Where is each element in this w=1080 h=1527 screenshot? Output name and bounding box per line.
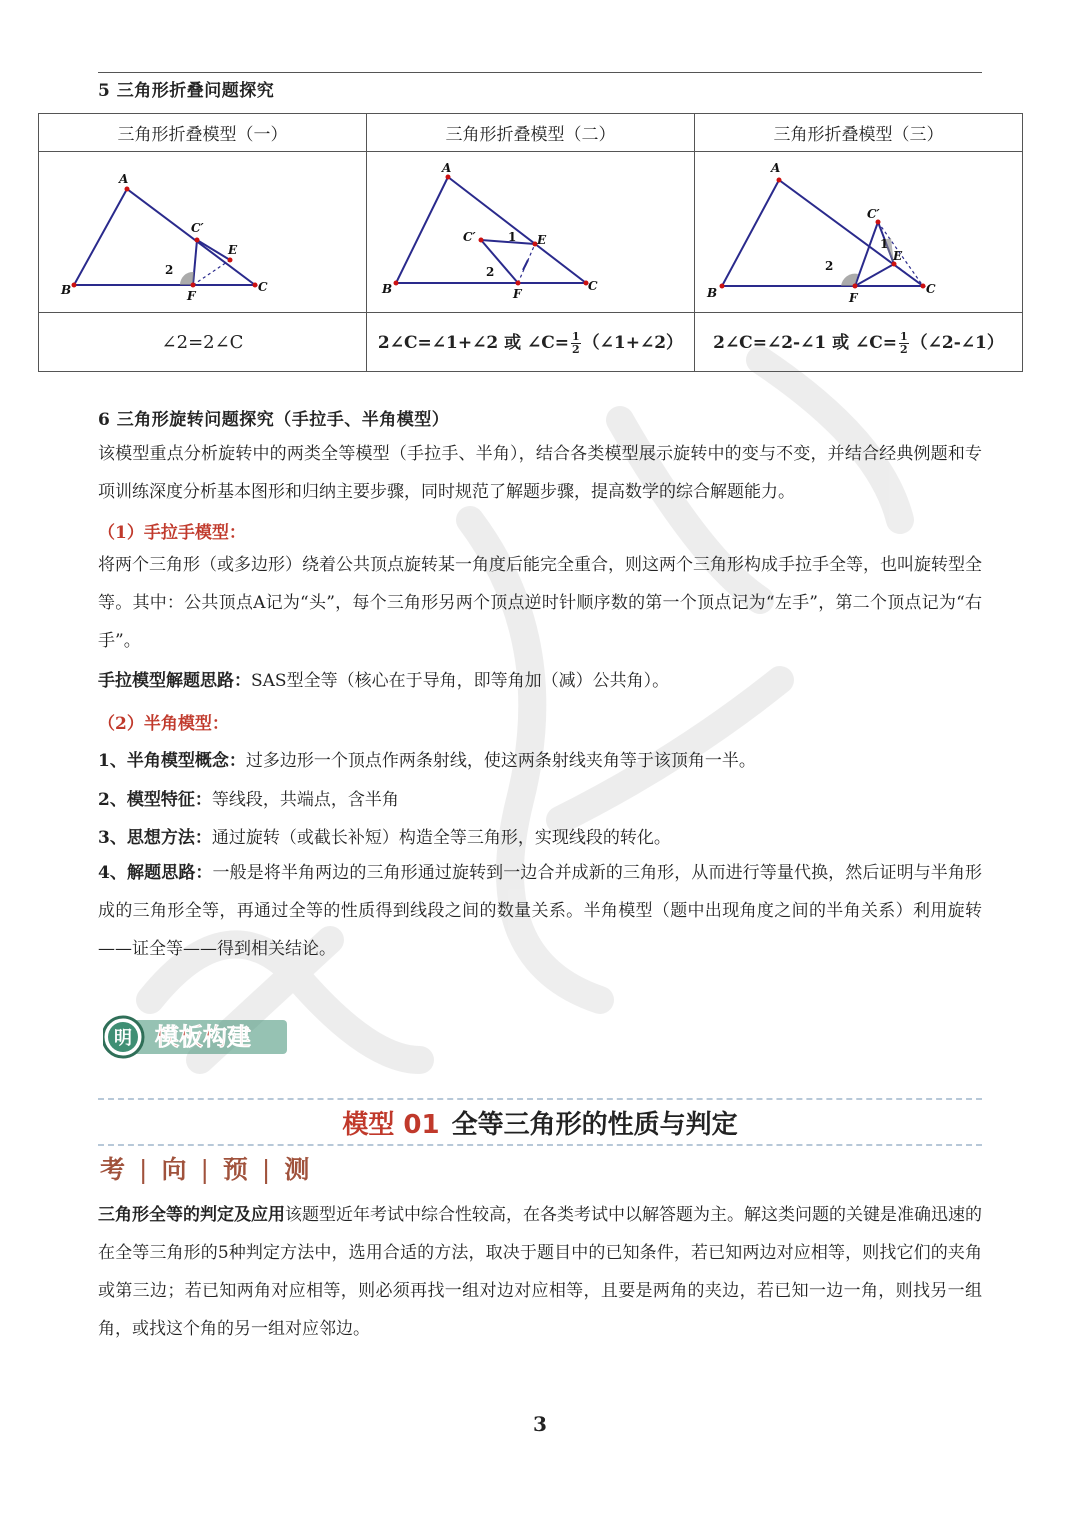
- half-fraction: [899, 331, 909, 356]
- fig1-label-a: A: [118, 172, 128, 186]
- exam-forecast-char-3: 预: [222, 1155, 250, 1184]
- item-1-text: 过多边形一个顶点作两条射线，使这两条射线夹角等于该顶角一半。: [245, 751, 756, 771]
- fold-model-2-formula-pre: 2∠C=∠1+∠2 或 ∠C=: [377, 333, 570, 353]
- section6-intro: 该模型重点分析旋转中的两类全等模型（手拉手、半角），结合各类模型展示旋转中的变与不变，并结合经典例题和专项训练深度分析基本图形和归纳主要步骤，同时规范了解题步骤，提高数学的综合解题能力。: [98, 444, 982, 502]
- fig1-label-2: 2: [164, 263, 173, 277]
- badge-char: 明: [114, 1028, 132, 1049]
- fig3-label-1: 1: [880, 237, 889, 251]
- fig2-label-e: E: [536, 233, 546, 247]
- half-angle-item-2: [98, 785, 399, 810]
- item-4-text: 一般是将半角两边的三角形通过旋转到一边合并成新的三角形，从而进行等量代换，然后证明与半角形成的三角形全等，再通过全等的性质得到线段之间的数量关系。半角模型（题中出现角度之间的半角关系）利用旋转——证全等——得到相关结论。: [98, 863, 982, 959]
- fold-model-2-figure-cell: [367, 152, 695, 313]
- fig1-label-c: C: [257, 280, 268, 294]
- fig3-label-a: A: [771, 161, 781, 175]
- model-01-banner: [98, 1098, 982, 1146]
- item-3-label: 3、思想方法：: [98, 828, 212, 848]
- fold-model-1-figure-cell: [39, 152, 367, 313]
- fold-model-table: [38, 113, 1023, 372]
- fold-model-1-header: 三角形折叠模型（一）: [39, 114, 367, 152]
- model-code: 模型 01: [342, 1110, 440, 1140]
- section6-heading: 6 三角形旋转问题探究（手拉手、半角模型）: [98, 410, 450, 430]
- fold-model-2-formula-post: （∠1+∠2）: [582, 333, 684, 353]
- section5-heading: 5 三角形折叠问题探究: [98, 81, 275, 101]
- model-title-text: 全等三角形的性质与判定: [451, 1110, 738, 1140]
- frac-num: 1: [900, 330, 908, 343]
- item-3-text: 通过旋转（或截长补短）构造全等三角形，实现线段的转化。: [211, 828, 671, 848]
- exam-forecast-char-1: 考: [100, 1155, 128, 1184]
- fold-model-3-figure: [695, 152, 1033, 308]
- fig1-label-f: F: [186, 289, 196, 303]
- hand-in-hand-text: 将两个三角形（或多边形）绕着公共顶点旋转某一角度后能完全重合，则这两个三角形构成手拉手全等，也叫旋转型全等。其中：公共顶点A记为“头”，每个三角形另两个顶点逆时针顺序数的第一个顶点记为“左手”，第二个顶点记为“右手”。: [98, 555, 982, 651]
- fig3-label-b: B: [707, 286, 718, 300]
- fig2-label-f: F: [512, 287, 522, 301]
- exam-forecast-bold: 三角形全等的判定及应用: [98, 1205, 285, 1225]
- fold-model-1-figure: [45, 152, 361, 308]
- frac-den: 2: [572, 343, 580, 356]
- fig2-label-c: C: [587, 279, 598, 293]
- fig2-label-c-prime: C′: [462, 230, 476, 244]
- frac-den: 2: [900, 343, 908, 356]
- fig3-label-2: 2: [825, 259, 834, 273]
- fig2-label-1: 1: [507, 230, 516, 244]
- idea-label: 手拉模型解题思路：: [98, 671, 251, 691]
- template-build-badge: [103, 1014, 289, 1060]
- exam-forecast-text: 该题型近年考试中综合性较高，在各类考试中以解答题为主。解这类问题的关键是准确迅速的在全等三角形的5种判定方法中，选用合适的方法，取决于题目中的已知条件，若已知两边对应相等，则找它们的夹角或第三边；若已知两角对应相等，则必须再找一组对边对应相等，且要是两角的夹边，若已知一边一角，则找另一组角，或找这个角的另一组对应邻边。: [98, 1205, 982, 1339]
- item-1-label: 1、半角模型概念：: [98, 751, 246, 771]
- fig2-label-2: 2: [485, 265, 494, 279]
- sub-heading-half-angle: （2）半角模型：: [98, 714, 229, 734]
- fig1-label-e: E: [227, 243, 237, 257]
- half-fraction: [571, 331, 581, 356]
- half-angle-item-4: [98, 854, 982, 968]
- fig1-label-c-prime: C′: [190, 221, 204, 235]
- exam-forecast-label: 考 | 向 | 预 | 测: [100, 1155, 312, 1184]
- fig3-label-f: F: [849, 291, 858, 305]
- badge-text: 模板构建: [155, 1023, 251, 1051]
- half-angle-item-3: [98, 823, 671, 848]
- hand-in-hand-idea: [98, 666, 669, 691]
- fig3-label-c-prime: C′: [867, 207, 880, 221]
- idea-text: SAS型全等（核心在于导角，即等角加（减）公共角）。: [251, 671, 670, 691]
- exam-forecast-char-4: 测: [284, 1155, 312, 1184]
- dashed-rule-bottom: [98, 1144, 982, 1146]
- top-rule: [98, 72, 982, 73]
- model-01-title: [98, 1104, 982, 1141]
- fold-model-3-figure-cell: [695, 152, 1023, 313]
- exam-forecast-char-2: 向: [161, 1155, 189, 1184]
- item-4-label: 4、解题思路：: [98, 863, 213, 883]
- fig3-label-e: E: [893, 249, 903, 263]
- page-number: 3: [533, 1412, 547, 1436]
- item-2-label: 2、模型特征：: [98, 790, 212, 810]
- exam-forecast-paragraph: [98, 1196, 982, 1348]
- fold-model-3-formula-pre: 2∠C=∠2-∠1 或 ∠C=: [713, 333, 898, 353]
- fig2-label-b: B: [381, 282, 392, 296]
- fold-model-2-formula: [367, 313, 695, 372]
- fold-model-3-formula: [695, 313, 1023, 372]
- fig3-label-c: C: [926, 282, 936, 296]
- fig2-label-a: A: [441, 161, 451, 175]
- fold-model-3-header: 三角形折叠模型（三）: [695, 114, 1023, 152]
- fig1-label-b: B: [60, 283, 71, 297]
- frac-num: 1: [572, 330, 580, 343]
- item-2-text: 等线段，共端点，含半角: [211, 790, 399, 810]
- fold-model-2-header: 三角形折叠模型（二）: [367, 114, 695, 152]
- fold-model-2-figure: [368, 152, 694, 308]
- sub-heading-hand-in-hand: （1）手拉手模型：: [98, 523, 246, 543]
- fold-model-1-formula: ∠2=2∠C: [39, 313, 367, 372]
- dashed-rule-top: [98, 1098, 982, 1100]
- half-angle-item-1: [98, 746, 756, 771]
- fold-model-3-formula-post: （∠2-∠1）: [910, 333, 1004, 353]
